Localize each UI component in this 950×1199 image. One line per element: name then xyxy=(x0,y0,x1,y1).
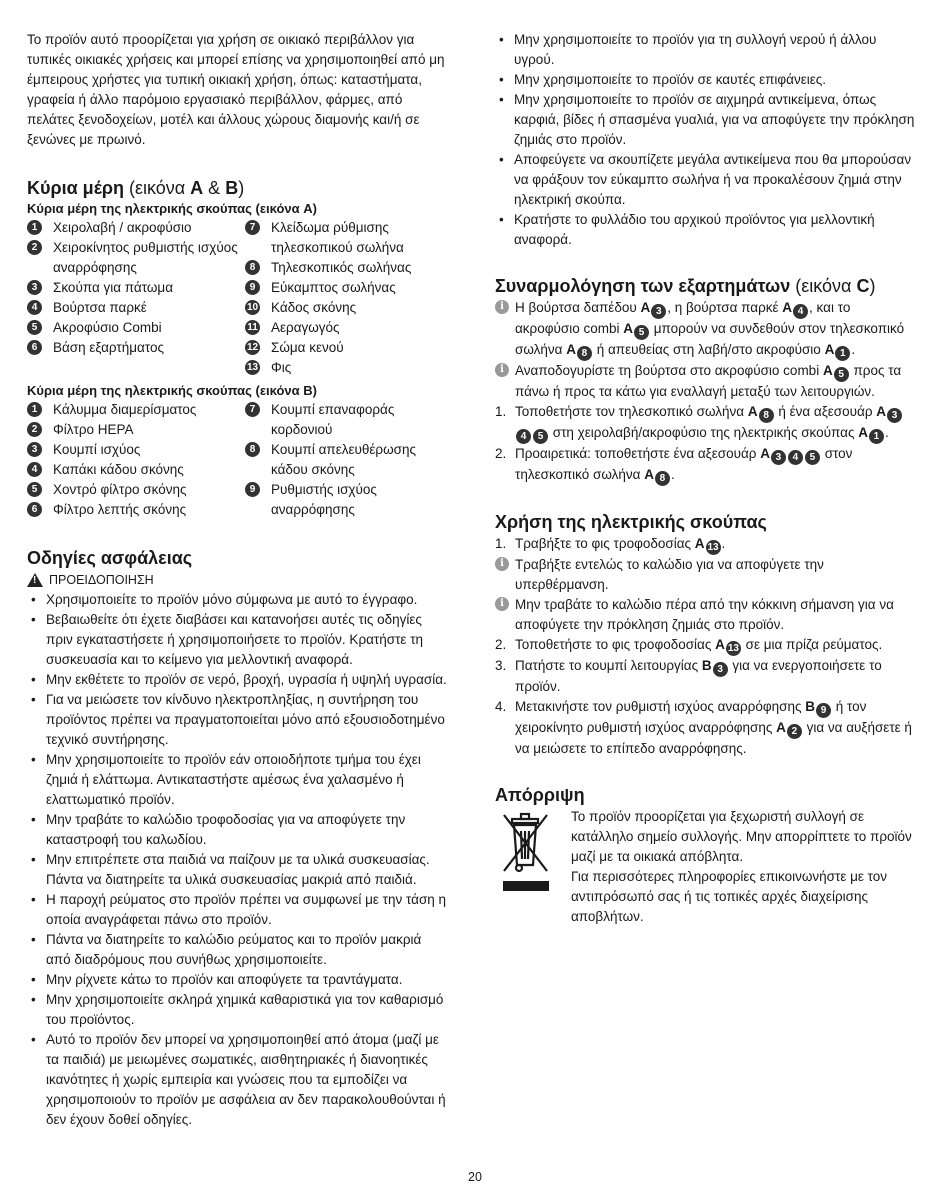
usage-step-4: 4. Μετακινήστε τον ρυθμιστή ισχύος αναρρόφησης B 9 ή τον χειροκίνητο ρυθμιστή ισχύος αναρρόφησης A 2 για να αυξήσετε ή να μειώσετε το επίπεδο αναρρόφησης. xyxy=(495,699,912,756)
part-item xyxy=(245,318,445,338)
part-label: Κάδος σκόνης xyxy=(271,300,357,315)
part-number-badge: 5 xyxy=(27,320,42,335)
part-item xyxy=(27,500,245,520)
part-label: Κλείδωμα ρύθμισης τηλεσκοπικού σωλήνα xyxy=(271,220,404,255)
part-label: Φίλτρο HEPA xyxy=(53,422,134,437)
part-label: Κουμπί απελευθέρωσης κάδου σκόνης xyxy=(271,442,416,477)
parts-a-right xyxy=(245,218,445,378)
part-label: Τηλεσκοπικός σωλήνας xyxy=(271,260,412,275)
safety-item: • Αποφεύγετε να σκουπίζετε μεγάλα αντικείμενα που θα μπορούσαν να φράξουν τον εύκαμπτο σωλήνα ή να προκαλέσουν ζημιά στην ηλεκτρική σκούπα. xyxy=(495,150,915,210)
part-item xyxy=(27,278,245,298)
disposal-section xyxy=(495,807,915,927)
part-label: Εύκαμπτος σωλήνας xyxy=(271,280,396,295)
safety-heading: Οδηγίες ασφάλειας xyxy=(27,548,193,568)
safety-list-right xyxy=(495,30,915,250)
part-number-badge: 8 xyxy=(245,260,260,275)
part-number-badge: 7 xyxy=(245,220,260,235)
usage-step-2: 2. Τοποθετήστε το φις τροφοδοσίας A 13 σε μια πρίζα ρεύματος. xyxy=(495,637,883,654)
part-number-badge: 6 xyxy=(27,340,42,355)
part-number-badge: 5 xyxy=(27,482,42,497)
part-label: Αεραγωγός xyxy=(271,320,340,335)
part-item xyxy=(27,338,245,358)
part-label: Κάλυμμα διαμερίσματος xyxy=(53,402,197,417)
info-icon: i xyxy=(495,363,509,377)
part-item xyxy=(27,218,245,238)
disposal-text-2: Για περισσότερες πληροφορίες επικοινωνήστε με τον αντιπρόσωπό σας ή τις τοπικές αρχές διαχείρισης αποβλήτων. xyxy=(571,869,888,924)
parts-a-subheading: Κύρια μέρη της ηλεκτρικής σκούπας (εικόνα A) xyxy=(27,201,317,216)
part-item xyxy=(245,298,445,318)
part-number-badge: 1 xyxy=(27,402,42,417)
part-item xyxy=(27,318,245,338)
part-label: Κουμπί ισχύος xyxy=(53,442,141,457)
part-item xyxy=(245,338,445,358)
assembly-step-2: 2. Προαιρετικά: τοποθετήστε ένα αξεσουάρ A 3 4 5 στον τηλεσκοπικό σωλήνα A 8 . xyxy=(495,446,853,484)
part-label: Φίλτρο λεπτής σκόνης xyxy=(53,502,187,517)
part-item xyxy=(245,258,445,278)
usage-info-1: i Τραβήξτε εντελώς το καλώδιο για να αποφύγετε την υπερθέρμανση. xyxy=(495,555,915,595)
part-label: Καπάκι κάδου σκόνης xyxy=(53,462,184,477)
part-number-badge: 11 xyxy=(245,320,260,335)
part-number-badge: 7 xyxy=(245,402,260,417)
safety-item: • Χρησιμοποιείτε το προϊόν μόνο σύμφωνα με αυτό το έγγραφο. xyxy=(27,590,447,610)
safety-item: • Μην χρησιμοποιείτε το προϊόν εάν οποιοδήποτε τμήμα του έχει ζημιά ή ελάττωμα. Αντικαταστήστε αμέσως ένα χαλασμένο ή ελαττωματικό προϊόν. xyxy=(27,750,447,810)
safety-item: • Μην χρησιμοποιείτε σκληρά χημικά καθαριστικά για τον καθαρισμό του προϊόντος. xyxy=(27,990,447,1030)
part-item xyxy=(245,480,445,520)
safety-list-left xyxy=(27,590,447,1130)
safety-item: • Μην χρησιμοποιείτε το προϊόν για τη συλλογή νερού ή άλλου υγρού. xyxy=(495,30,915,70)
usage-step-1: 1. Τραβήξτε το φις τροφοδοσίας A 13 . xyxy=(495,536,726,553)
part-item xyxy=(245,400,445,440)
part-item xyxy=(27,440,245,460)
part-label: Σώμα κενού xyxy=(271,340,344,355)
disposal-text-1: Το προϊόν προορίζεται για ξεχωριστή συλλογή σε κατάλληλο σημείο συλλογής. Μην απορρίπτετε το προϊόν μαζί με τα οικιακά απόβλητα. xyxy=(571,809,912,864)
part-item xyxy=(27,460,245,480)
safety-item: • Μην επιτρέπετε στα παιδιά να παίζουν με τα υλικά συσκευασίας. Πάντα να διατηρείτε τα υλικά συσκευασίας μακριά από παιδιά. xyxy=(27,850,447,890)
part-number-badge: 10 xyxy=(246,302,259,313)
info-icon: i xyxy=(495,557,509,571)
part-number-badge: 2 xyxy=(27,240,42,255)
info-icon: i xyxy=(495,300,509,314)
safety-item: • Μην εκθέτετε το προϊόν σε νερό, βροχή, υγρασία ή υψηλή υγρασία. xyxy=(27,670,447,690)
usage-heading: Χρήση της ηλεκτρικής σκούπας xyxy=(495,512,767,532)
intro-paragraph: Το προϊόν αυτό προορίζεται για χρήση σε οικιακό περιβάλλον για τυπικές οικιακές χρήσεις και μπορεί επίσης να χρησιμοποιηθεί από μη έμπειρους χρήστες για τυπική οικιακή χρήση, όπως: καταστήματα, γραφεία ή άλλο παρόμοιο εργασιακό περιβάλλον, φάρμες, από πελάτες ξενοδοχείων, μοτέλ και άλλους χώρους διαμονής και/ή σε ξενώνες με πρωινό. xyxy=(27,32,445,147)
part-label: Ρυθμιστής ισχύος αναρρόφησης xyxy=(271,482,377,517)
part-label: Χοντρό φίλτρο σκόνης xyxy=(53,482,187,497)
part-label: Χειρολαβή / ακροφύσιο xyxy=(53,220,192,235)
part-number-badge: 1 xyxy=(27,220,42,235)
assembly-info-1: i Η βούρτσα δαπέδου A 3 , η βούρτσα παρκέ A 4 , και το ακροφύσιο combi A 5 μπορούν να συνδεθούν στον τηλεσκοπικό σωλήνα A 8 ή απευθείας στη λαβή/στο ακροφύσιο A 1 . xyxy=(495,298,915,361)
part-number-badge: 8 xyxy=(245,442,260,457)
warning-label: ! ΠΡΟΕΙΔΟΠΟΙΗΣΗ xyxy=(27,570,447,590)
safety-item: • Μην χρησιμοποιείτε το προϊόν σε αιχμηρά αντικείμενα, όπως καρφιά, βίδες ή σπασμένα γυαλιά, για να αποφύγετε την πρόκληση ζημιάς στο προϊόν. xyxy=(495,90,915,150)
info-icon: i xyxy=(495,597,509,611)
part-number-badge: 3 xyxy=(27,280,42,295)
parts-a-left xyxy=(27,218,245,378)
parts-b-subheading: Κύρια μέρη της ηλεκτρικής σκούπας (εικόνα B) xyxy=(27,383,317,398)
part-item xyxy=(27,298,245,318)
right-column xyxy=(495,30,915,927)
parts-b-list xyxy=(27,400,447,520)
safety-item: • Μην τραβάτε το καλώδιο τροφοδοσίας για να αποφύγετε την καταστροφή του καλωδίου. xyxy=(27,810,447,850)
parts-b-left xyxy=(27,400,245,520)
part-number-badge: 4 xyxy=(27,300,42,315)
safety-item: • Αυτό το προϊόν δεν μπορεί να χρησιμοποιηθεί από άτομα (μαζί με τα παιδιά) με μειωμένες σωματικές, αισθητηριακές ή διανοητικές ικανότητες ή χωρίς εμπειρία και γνώσεις που τα εμποδίζει να χρησιμοποιούν το προϊόν με ασφάλεια αν δεν παρακολουθούνται ή δεν έχουν δοθεί οδηγίες. xyxy=(27,1030,447,1130)
assembly-heading: Συναρμολόγηση των εξαρτημάτων (εικόνα C) xyxy=(495,276,876,296)
parts-a-list xyxy=(27,218,447,378)
part-label: Σκούπα για πάτωμα xyxy=(53,280,173,295)
disposal-heading: Απόρριψη xyxy=(495,785,585,805)
safety-item: • Μην ρίχνετε κάτω το προϊόν και αποφύγετε τα τραντάγματα. xyxy=(27,970,447,990)
part-label: Χειροκίνητος ρυθμιστής ισχύος αναρρόφησης xyxy=(53,240,238,275)
safety-item: • Βεβαιωθείτε ότι έχετε διαβάσει και κατανοήσει αυτές τις οδηγίες πριν εγκαταστήσετε ή χρησιμοποιήσετε το προϊόν. Κρατήστε τη συσκευασία και το κείμενο για μελλοντική αναφορά. xyxy=(27,610,447,670)
part-number-badge: 12 xyxy=(246,342,259,353)
part-item xyxy=(27,480,245,500)
assembly-step-1: 1. Τοποθετήστε τον τηλεσκοπικό σωλήνα A 8 ή ένα αξεσουάρ A 34 5 στη χειρολαβή/ακροφύσιο της ηλεκτρικής σκούπας A 1 . xyxy=(495,402,915,444)
safety-item: • Πάντα να διατηρείτε το καλώδιο ρεύματος και το προϊόν μακριά από διαδρόμους που συνήθως χρησιμοποιείτε. xyxy=(27,930,447,970)
part-number-badge: 6 xyxy=(27,502,42,517)
parts-b-right xyxy=(245,400,445,520)
part-number-badge: 9 xyxy=(245,280,260,295)
part-item xyxy=(245,218,445,258)
part-label: Βούρτσα παρκέ xyxy=(53,300,147,315)
usage-info-2: i Μην τραβάτε το καλώδιο πέρα από την κόκκινη σήμανση για να αποφύγετε την πρόκληση ζημιάς στο προϊόν. xyxy=(495,595,915,635)
safety-item: • Για να μειώσετε τον κίνδυνο ηλεκτροπληξίας, η συντήρηση του προϊόντος πρέπει να πραγματοποιείται μόνο από εξουσιοδοτημένο τεχνικό συντήρησης. xyxy=(27,690,447,750)
page-number: 20 xyxy=(468,1170,482,1184)
part-number-badge: 9 xyxy=(245,482,260,497)
part-number-badge: 3 xyxy=(27,442,42,457)
part-item xyxy=(27,238,245,278)
main-parts-heading: Κύρια μέρη (εικόνα A & B) xyxy=(27,178,245,198)
part-item xyxy=(245,358,445,378)
left-column xyxy=(27,30,447,1130)
part-number-badge: 13 xyxy=(246,362,259,373)
part-label: Κουμπί επαναφοράς κορδονιού xyxy=(271,402,395,437)
part-label: Ακροφύσιο Combi xyxy=(53,320,162,335)
part-item xyxy=(27,400,245,420)
part-number-badge: 2 xyxy=(27,422,42,437)
part-item xyxy=(245,440,445,480)
safety-item: • Κρατήστε το φυλλάδιο του αρχικού προϊόντος για μελλοντική αναφορά. xyxy=(495,210,915,250)
weee-bin-icon xyxy=(495,807,557,895)
usage-step-3: 3. Πατήστε το κουμπί λειτουργίας B 3 για να ενεργοποιήσετε το προϊόν. xyxy=(495,658,882,694)
part-label: Φις xyxy=(271,360,292,375)
assembly-info-2: i Αναποδογυρίστε τη βούρτσα στο ακροφύσιο combi A 5 προς τα πάνω ή προς τα κάτω για εναλλαγή μεταξύ των λειτουργιών. xyxy=(495,361,915,402)
part-item xyxy=(27,420,245,440)
safety-item: • Μην χρησιμοποιείτε το προϊόν σε καυτές επιφάνειες. xyxy=(495,70,915,90)
warning-icon: ! xyxy=(27,573,43,587)
part-item xyxy=(245,278,445,298)
safety-item: • Η παροχή ρεύματος στο προϊόν πρέπει να συμφωνεί με την τάση η οποία αναγράφεται πάνω στο προϊόν. xyxy=(27,890,447,930)
part-label: Βάση εξαρτήματος xyxy=(53,340,164,355)
part-number-badge: 4 xyxy=(27,462,42,477)
